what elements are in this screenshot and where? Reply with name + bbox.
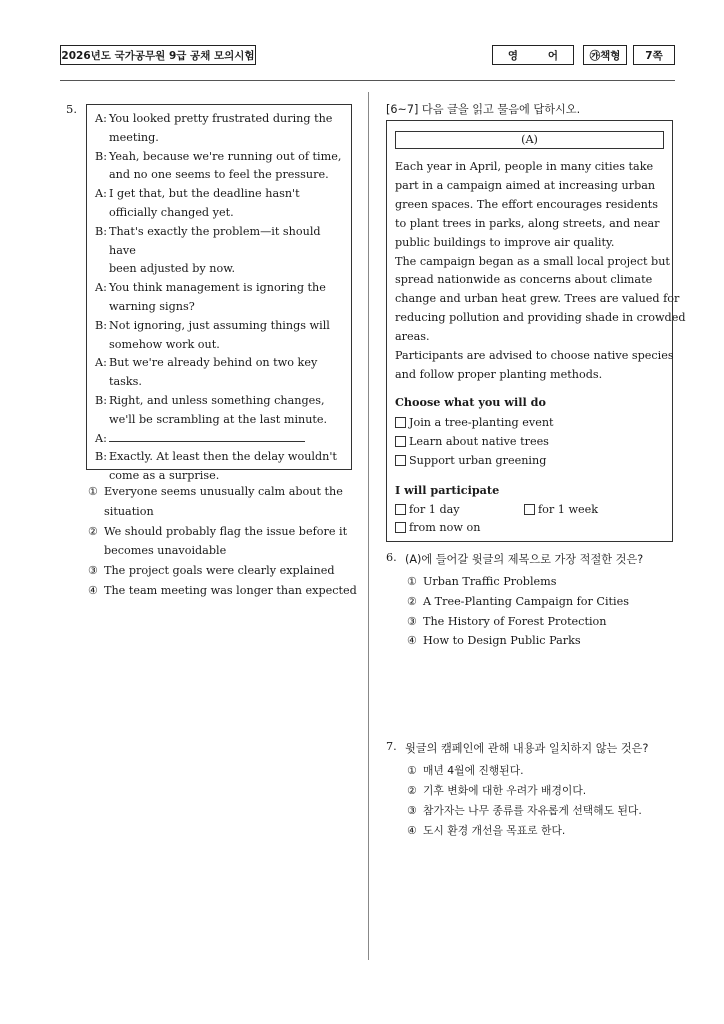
participate-1day-label: for 1 day <box>409 503 460 516</box>
speaker-label <box>95 260 109 279</box>
checkbox-icon[interactable] <box>524 504 535 515</box>
q7-options <box>407 761 667 841</box>
q5-option-1[interactable] <box>88 482 358 522</box>
dialogue-line: But we're already behind on two key <box>109 356 318 370</box>
q5-number: 5. <box>66 102 77 116</box>
option-number: ③ <box>88 564 99 578</box>
speaker-label: A: <box>95 431 107 445</box>
dialogue-turn <box>95 448 345 486</box>
dialogue-line: warning signs? <box>109 299 195 313</box>
q6-option-2[interactable] <box>407 592 667 612</box>
choose-item-label: Learn about native trees <box>409 435 549 448</box>
choose-item-2[interactable] <box>395 432 554 451</box>
q6-options <box>407 572 667 651</box>
passage-paragraph <box>395 253 686 348</box>
option-text: We should probably flag the issue before it <box>104 524 348 538</box>
option-number: ④ <box>407 824 417 837</box>
speaker-label: A: <box>95 356 107 370</box>
subject-char-2: 어 <box>547 49 559 62</box>
participate-1week[interactable] <box>524 500 598 519</box>
dialogue-line: somehow work out. <box>109 337 220 351</box>
q7-option-2[interactable] <box>407 781 667 801</box>
exam-title: 2026년도 국가공무원 9급 공채 모의시험 <box>60 45 256 65</box>
speaker-label <box>95 166 109 185</box>
option-number: ① <box>407 575 418 588</box>
page-number: 7쪽 <box>633 45 675 65</box>
passage-instruction: [6~7] 다음 글을 읽고 물음에 답하시오. <box>386 103 581 116</box>
dialogue-turn <box>95 279 345 317</box>
option-number: ② <box>407 594 418 608</box>
passage-line: change and urban heat grew. Trees are valued for <box>395 292 680 306</box>
dialogue-turn <box>95 317 345 355</box>
option-text: The project goals were clearly explained <box>104 564 335 578</box>
dialogue-line: we'll be scrambling at the last minute. <box>109 412 328 426</box>
participate-1day[interactable] <box>395 500 460 519</box>
dialogue-line: and no one seems to feel the pressure. <box>109 168 329 182</box>
q7-option-3[interactable] <box>407 801 667 821</box>
dialogue-line: I get that, but the deadline hasn't <box>109 187 300 201</box>
dialogue-turn <box>95 430 345 449</box>
speaker-label <box>95 373 109 392</box>
dialogue-line: You looked pretty frustrated during the <box>109 112 333 125</box>
passage-line: spread nationwide as concerns about climate <box>395 273 653 287</box>
answer-blank <box>109 430 345 449</box>
q5-options <box>88 482 358 601</box>
option-number: ② <box>88 524 99 538</box>
checkbox-icon[interactable] <box>395 522 406 533</box>
participate-now[interactable] <box>395 518 480 537</box>
dialogue-line: tasks. <box>109 375 142 389</box>
option-text: Everyone seems unusually calm about the <box>104 485 343 498</box>
passage-line: part in a campaign aimed at increasing urban <box>395 178 656 192</box>
header-rule <box>60 80 675 81</box>
passage-line: reducing pollution and providing shade in crowded <box>395 311 686 325</box>
participate-heading: I will participate <box>395 483 500 497</box>
option-text: 도시 환경 개선을 목표로 한다. <box>423 824 566 837</box>
speaker-label: B: <box>95 318 107 332</box>
checkbox-icon[interactable] <box>395 455 406 466</box>
speaker-label: A: <box>95 281 107 295</box>
option-number: ④ <box>88 583 99 597</box>
passage-paragraph <box>395 158 667 253</box>
checkbox-icon[interactable] <box>395 417 406 428</box>
passage-line: areas. <box>395 330 430 344</box>
dialogue-line: Right, and unless something changes, <box>109 393 325 407</box>
option-text: How to Design Public Parks <box>423 634 581 648</box>
q5-option-4[interactable] <box>88 581 358 601</box>
speaker-label: B: <box>95 224 107 238</box>
option-text: A Tree-Planting Campaign for Cities <box>423 594 629 608</box>
speaker-label: B: <box>95 393 107 407</box>
option-number: ① <box>88 485 99 498</box>
passage-line: to plant trees in parks, along streets, and near <box>395 216 660 230</box>
booklet-type: ㉮책형 <box>583 45 627 65</box>
title-placeholder: (A) <box>395 131 664 149</box>
option-text: 매년 4월에 진행된다. <box>423 764 524 777</box>
subject-char-1: 영 <box>507 49 519 62</box>
passage-box <box>386 120 686 542</box>
checkbox-icon[interactable] <box>395 504 406 515</box>
option-number: ② <box>407 784 417 797</box>
q6-number: 6. <box>386 551 397 564</box>
dialogue-line: You think management is ignoring the <box>109 281 326 295</box>
speaker-label: B: <box>95 450 107 464</box>
dialogue-line: Yeah, because we're running out of time, <box>109 149 342 163</box>
q7-option-4[interactable] <box>407 821 667 841</box>
speaker-label <box>95 298 109 317</box>
participate-1week-label: for 1 week <box>538 503 599 516</box>
participate-now-label: from now on <box>409 521 481 534</box>
q7-number: 7. <box>386 740 397 753</box>
dialogue-turn <box>95 185 345 223</box>
dialogue-turn <box>95 223 345 279</box>
passage-line: Participants are advised to choose native species <box>395 349 674 363</box>
option-number: ③ <box>407 614 418 628</box>
dialogue-turn <box>95 392 345 430</box>
passage-paragraph <box>395 347 674 385</box>
q7-option-1[interactable] <box>407 761 667 781</box>
dialogue-turn <box>95 354 345 392</box>
passage-line: green spaces. The effort encourages residents <box>395 197 659 211</box>
q6-question: (A)에 들어갈 윗글의 제목으로 가장 적절한 것은? <box>405 553 644 566</box>
dialogue-turn <box>95 110 345 148</box>
subject-box <box>492 45 574 65</box>
column-divider <box>368 92 369 960</box>
speaker-label <box>95 204 109 223</box>
choose-list <box>395 413 554 470</box>
passage-line: public buildings to improve air quality. <box>395 235 615 249</box>
option-text: 참가자는 나무 종류를 자유롭게 선택해도 된다. <box>423 804 642 817</box>
dialogue-turn <box>95 148 345 186</box>
dialogue-line: That's exactly the problem—it should have <box>109 224 321 257</box>
q6-option-4[interactable] <box>407 631 667 651</box>
speaker-label: A: <box>95 112 107 125</box>
speaker-label <box>95 411 109 430</box>
speaker-label: B: <box>95 149 107 163</box>
speaker-label <box>95 129 109 148</box>
option-text: situation <box>104 504 154 518</box>
choose-heading: Choose what you will do <box>395 395 546 409</box>
dialogue-line: been adjusted by now. <box>109 262 236 276</box>
q5-option-3[interactable] <box>88 561 358 581</box>
q5-dialogue-box <box>86 104 352 483</box>
passage-line: and follow proper planting methods. <box>395 367 603 381</box>
choose-item-3[interactable] <box>395 451 554 470</box>
option-number: ① <box>407 764 417 777</box>
option-text: becomes unavoidable <box>104 544 227 558</box>
passage-line: The campaign began as a small local project but <box>395 254 670 268</box>
choose-item-1[interactable] <box>395 413 554 432</box>
blank-line <box>109 431 305 442</box>
dialogue-line: Exactly. At least then the delay wouldn't <box>109 450 337 464</box>
option-number <box>88 541 104 561</box>
passage-line: Each year in April, people in many cities take <box>395 160 654 173</box>
dialogue-line: officially changed yet. <box>109 205 234 219</box>
q6-option-3[interactable] <box>407 612 667 632</box>
dialogue <box>95 110 345 486</box>
q6-option-1[interactable] <box>407 572 667 592</box>
choose-item-label: Support urban greening <box>409 454 547 467</box>
option-text: Urban Traffic Problems <box>423 575 557 588</box>
option-number: ③ <box>407 804 417 817</box>
dialogue-line: Not ignoring, just assuming things will <box>109 318 330 332</box>
option-number: ④ <box>407 634 418 648</box>
speaker-label: A: <box>95 187 107 201</box>
option-text: The History of Forest Protection <box>423 614 607 628</box>
checkbox-icon[interactable] <box>395 436 406 447</box>
option-number <box>88 502 104 522</box>
q7-question: 윗글의 캠페인에 관해 내용과 일치하지 않는 것은? <box>405 742 649 755</box>
q5-option-2[interactable] <box>88 522 358 562</box>
choose-item-label: Join a tree-planting event <box>409 416 554 429</box>
option-text: 기후 변화에 대한 우려가 배경이다. <box>423 784 587 797</box>
dialogue-line: meeting. <box>109 130 159 144</box>
option-text: The team meeting was longer than expected <box>104 583 357 597</box>
speaker-label <box>95 336 109 355</box>
dialogue-line: come as a surprise. <box>109 469 220 483</box>
passage-body <box>395 158 686 385</box>
